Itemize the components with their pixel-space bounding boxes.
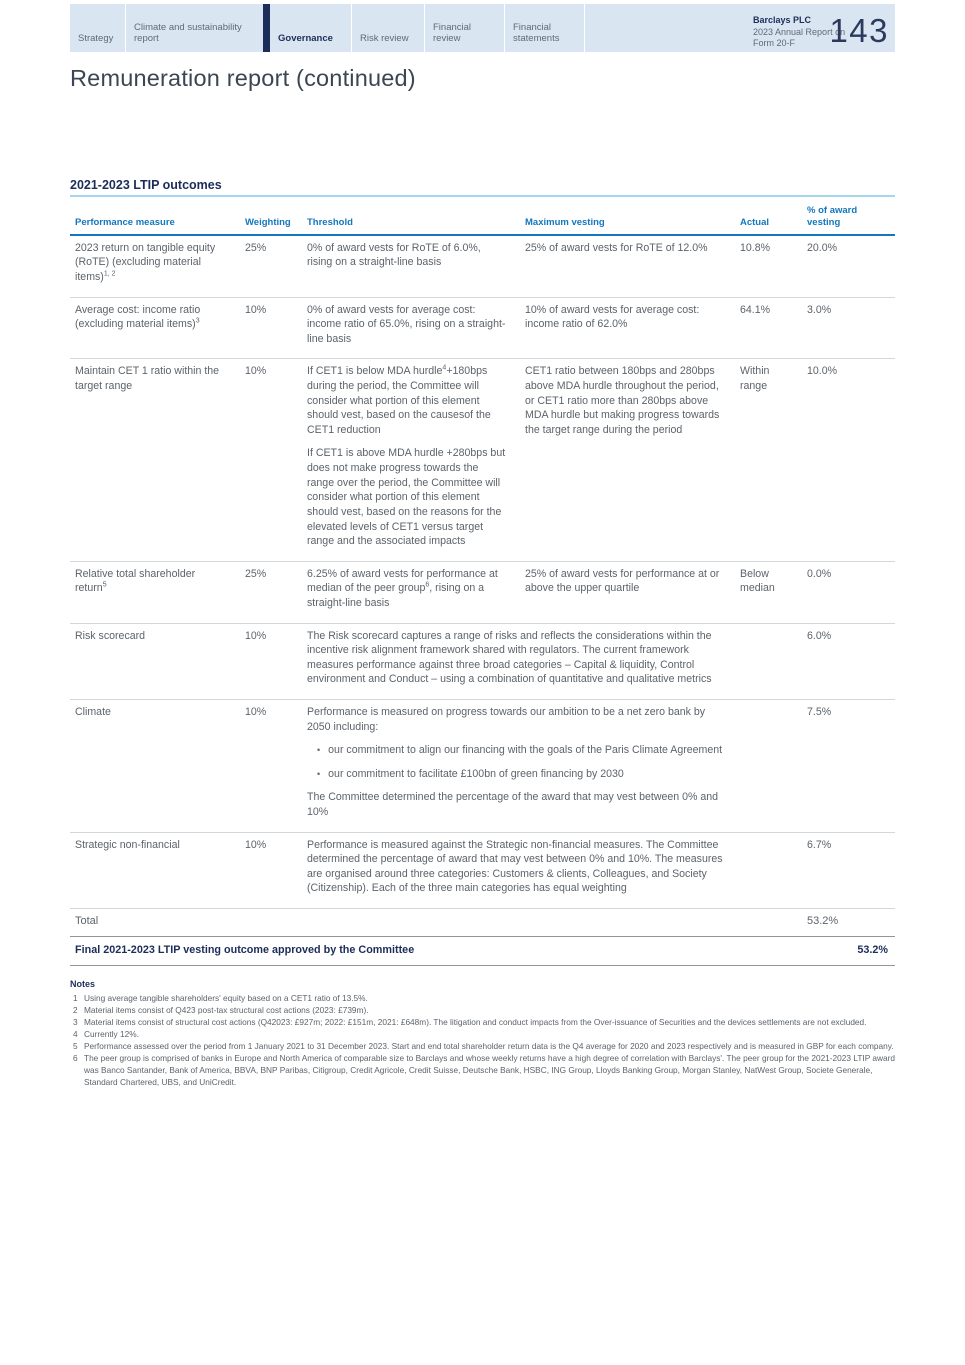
cell-weighting: 25%	[240, 561, 302, 623]
brand-name: Barclays PLC	[753, 15, 812, 25]
cell-max-vesting: CET1 ratio between 180bps and 280bps above MDA hurdle throughout the period, or CET1 ratio more than 280bps above MDA hurdle but making progress towards the target range during the period	[520, 359, 735, 561]
cell-weighting: 10%	[240, 359, 302, 561]
cell-max-vesting: 25% of award vests for performance at or above the upper quartile	[520, 561, 735, 623]
note-item	[70, 1016, 895, 1028]
cell-measure: Climate	[70, 699, 240, 832]
brand-report-title: 2023 Annual Report on Form 20-F	[753, 26, 846, 49]
cell-actual: 64.1%	[735, 297, 802, 359]
notes-section	[70, 979, 895, 1088]
cell-vesting: 3.0%	[802, 297, 895, 359]
note-text: Material items consist of structural cost actions (Q42023: £927m; 2022: £151m, 2021: £648m). The litigation and conduct impacts from the Over-issuance of Securities and the devices settlements are not excluded.	[84, 1017, 867, 1028]
cell-max-vesting: 25% of award vests for RoTE of 12.0%	[525, 241, 708, 254]
note-item	[70, 992, 895, 1004]
cell-measure: Relative total shareholder return$^5$	[70, 561, 240, 623]
cell-vesting: 6.0%	[802, 623, 895, 699]
table-row-total	[70, 909, 895, 937]
cell-vesting: 0.0%	[802, 561, 895, 623]
table-row-cet1	[70, 359, 895, 561]
cell-weighting: 10%	[240, 699, 302, 832]
cell-vesting: 6.7%	[802, 832, 895, 908]
col-header-performance-measure: Performance measure	[70, 196, 240, 235]
cell-description: Performance is measured against the Strategic non-financial measures. The Committee determined the percentage of award that may vest between 0% and 10%. The measures are organised around three categories: Customers & clients, Colleagues, and Society (Citizenship). Each of the three main categories has equal weighting	[302, 832, 735, 908]
footnote-ref: 1, 2	[103, 270, 116, 278]
table-header-row	[70, 196, 895, 235]
col-header-weighting: Weighting	[240, 196, 302, 235]
note-number: 5	[73, 1041, 78, 1052]
bullet-icon: •	[317, 745, 321, 756]
note-number: 1	[73, 993, 78, 1004]
note-text: Currently 12%.	[84, 1029, 139, 1040]
ltip-outcomes-table	[70, 195, 895, 966]
note-item	[70, 1040, 895, 1052]
col-header-threshold: Threshold	[302, 196, 520, 235]
cell-description: Performance is measured on progress towards our ambition to be a net zero bank by 2050 including: • our commitment to align our financing with the goals of the Paris Climate Agreement • our commitment to facilitate £100bn of green financing by 2030 The Committee determined the percentage of the award that may vest between 0% and 10%	[302, 699, 735, 832]
footnote-ref: 4	[442, 364, 447, 372]
cell-description: The Risk scorecard captures a range of risks and reflects the considerations within the incentive risk alignment framework shared with regulators. The current framework measures performance against three broad categories – Capital & liquidity, Control environment and Conduct – using a combination of quantitative and qualitative metrics	[302, 623, 735, 699]
note-text: Material items consist of Q423 post-tax structural cost actions (2023: £739m).	[84, 1005, 369, 1016]
cell-actual	[735, 623, 802, 699]
table-row-rote	[70, 235, 895, 297]
cell-actual	[735, 699, 802, 832]
table-row-cost-income	[70, 297, 895, 359]
cell-actual: 10.8%	[740, 241, 771, 254]
note-item	[70, 1052, 895, 1088]
notes-title: Notes	[70, 979, 96, 990]
note-number: 2	[73, 1005, 78, 1016]
cell-measure: Strategic non-financial	[70, 832, 240, 908]
cell-final-vesting: 53.2%	[802, 937, 895, 966]
cell-max-vesting: 10% of award vests for average cost: income ratio of 62.0%	[520, 297, 735, 359]
cell-total-label: Total	[70, 909, 240, 937]
bullet-item: • our commitment to facilitate £100bn of green financing by 2030	[317, 767, 624, 780]
bullet-icon: •	[317, 768, 321, 779]
tab-label: Governance	[278, 33, 333, 45]
cell-weighting: 25%	[245, 241, 267, 254]
cell-weighting: 10%	[240, 832, 302, 908]
tab-label: Financial review	[433, 21, 472, 45]
note-text: Using average tangible shareholders' equity based on a CET1 ratio of 13.5%.	[84, 993, 368, 1004]
cell-measure: Risk scorecard	[70, 623, 240, 699]
tab-risk-review[interactable]	[352, 4, 425, 52]
cell-vesting: 20.0%	[807, 241, 838, 254]
cell-vesting: 7.5%	[802, 699, 895, 832]
note-text: The peer group is comprised of banks in Europe and North America of comparable size to Barclays and whose weekly returns have a high degree of correlation with Barclays'. The peer group for the 2021-2023 LTIP award was Banco Santander, Bank of America, BBVA, BNP Paribas, Citigroup, Credit Agricole, Credit Suisse, Deutsche Bank, HSBC, ING Group, Lloyds Banking Group, Morgan Stanley, NatWest Group, Societe Generale, Standard Chartered, UBS, and UniCredit.	[84, 1053, 895, 1088]
note-text: Performance assessed over the period from 1 January 2021 to 31 December 2023. Start and end total shareholder return data is the Q4 average for 2020 and 2023 respectively and is measured in GBP for each company.	[84, 1041, 894, 1052]
tab-governance-active[interactable]	[263, 4, 352, 52]
page-number: 143	[829, 12, 889, 49]
col-header-actual: Actual	[735, 196, 802, 235]
cell-actual: Below median	[735, 561, 802, 623]
table-row-strategic	[70, 832, 895, 908]
table-row-tsr	[70, 561, 895, 623]
table-row-risk-scorecard	[70, 623, 895, 699]
cell-measure: Average cost: income ratio (excluding material items)$^3$	[70, 297, 240, 359]
section-heading: 2021-2023 LTIP outcomes	[70, 178, 222, 192]
cell-final-label: Final 2021-2023 LTIP vesting outcome approved by the Committee	[70, 937, 802, 966]
tab-climate-and-sustainability[interactable]	[126, 4, 263, 52]
cell-threshold: If CET1 is below MDA hurdle$^4$+180bps during the period, the Committee will consider what portion of this element should vest, based on the causesof the CET1 reduction If CET1 is above MDA hurdle +280bps but does not make progress towards the range over the period, the Committee will consider what portion of this element should vest, based on the reasons for the elevated levels of CET1 versus target range and the associated impacts	[302, 359, 520, 561]
page-title: Remuneration report (continued)	[70, 65, 416, 91]
note-item	[70, 1004, 895, 1016]
tab-label: Strategy	[78, 33, 114, 45]
cell-vesting: 10.0%	[802, 359, 895, 561]
cell-measure: 2023 return on tangible equity (RoTE) (excluding material items)$^{1, 2}$	[75, 241, 216, 283]
footnote-ref: 5	[102, 581, 107, 589]
footnote-ref: 3	[195, 317, 200, 325]
col-header-maximum-vesting: Maximum vesting	[520, 196, 735, 235]
col-header-vesting: % of award vesting	[802, 196, 895, 235]
note-item	[70, 1028, 895, 1040]
tab-strategy[interactable]	[70, 4, 126, 52]
table-row-final-outcome	[70, 937, 895, 966]
cell-weighting: 10%	[240, 297, 302, 359]
tab-financial-review[interactable]	[425, 4, 505, 52]
cell-threshold: 0% of award vests for RoTE of 6.0%, rising on a straight-line basis	[307, 241, 481, 269]
cell-threshold: 0% of award vests for average cost: income ratio of 65.0%, rising on a straight-line basis	[302, 297, 520, 359]
cell-actual: Within range	[735, 359, 802, 561]
tab-label: Financial statements	[513, 21, 560, 45]
note-number: 6	[73, 1053, 78, 1064]
cell-threshold: 6.25% of award vests for performance at median of the peer group$^6$, rising on a straight-line basis	[302, 561, 520, 623]
section-nav	[70, 4, 895, 52]
tab-financial-statements[interactable]	[505, 4, 585, 52]
footnote-ref: 6	[425, 581, 430, 589]
cell-actual	[735, 832, 802, 908]
tab-label: Risk review	[360, 33, 409, 45]
cell-weighting: 10%	[240, 623, 302, 699]
cell-total-vesting: 53.2%	[802, 909, 895, 937]
note-number: 4	[73, 1029, 78, 1040]
bullet-item: • our commitment to align our financing with the goals of the Paris Climate Agreement	[317, 744, 723, 757]
note-number: 3	[73, 1017, 78, 1028]
tab-label: Climate and sustainability report	[134, 21, 242, 45]
cell-measure: Maintain CET 1 ratio within the target range	[70, 359, 240, 561]
table-row-climate	[70, 699, 895, 832]
